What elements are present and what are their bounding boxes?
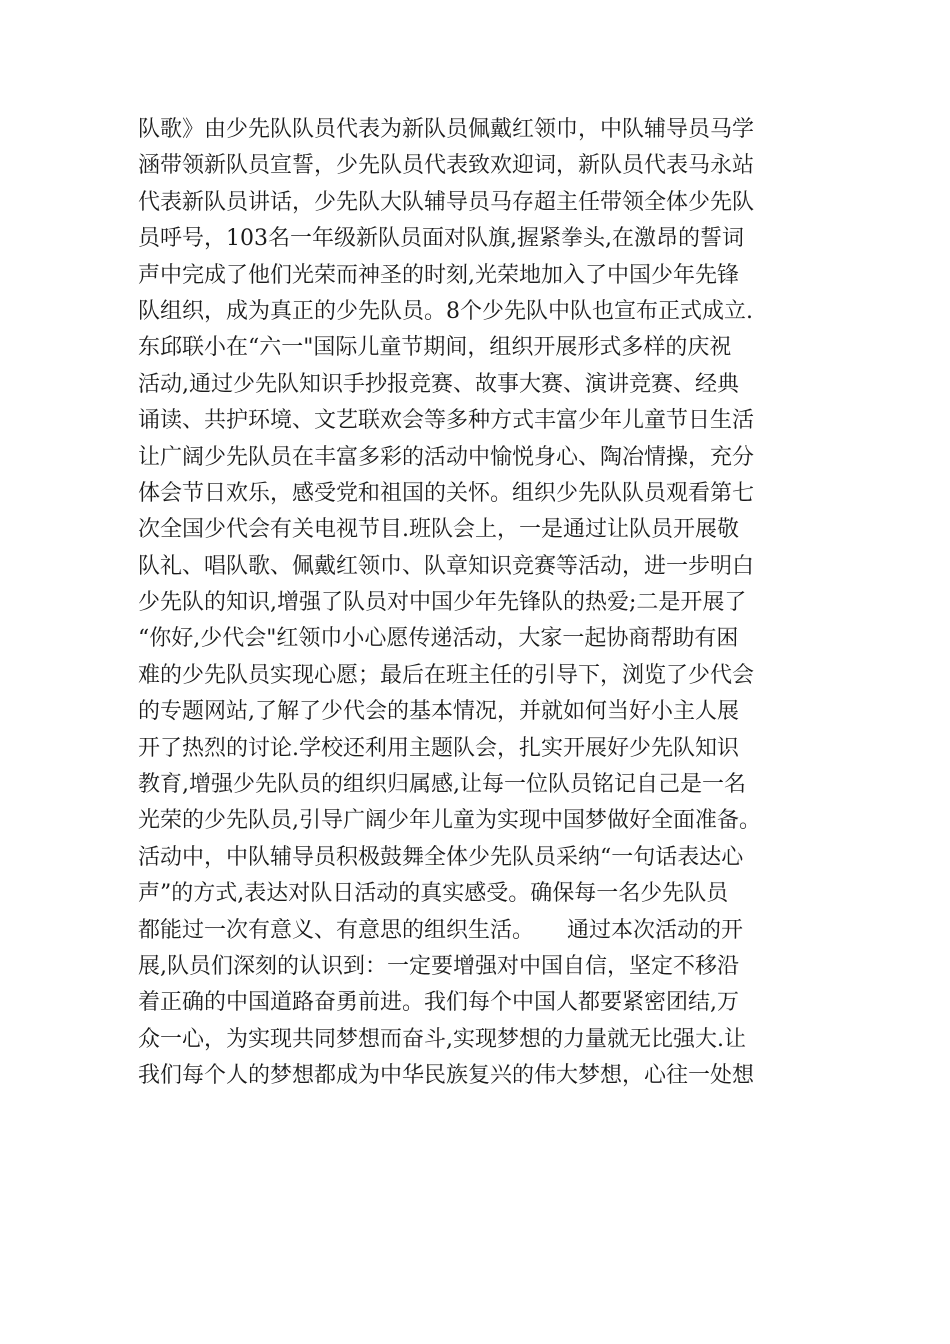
- text-line: 难的少先队员实现心愿；最后在班主任的引导下，浏览了少代会: [138, 662, 755, 688]
- text-line: 着正确的中国道路奋勇前进。我们每个中国人都要紧密团结,万: [138, 990, 739, 1016]
- text-line: 活动,通过少先队知识手抄报竞赛、故事大赛、演讲竞赛、经典: [138, 371, 739, 397]
- text-line: “你好,少代会"红领巾小心愿传递活动，大家一起协商帮助有困: [138, 626, 739, 652]
- text-line: 涵带领新队员宣誓，少先队员代表致欢迎词，新队员代表马永站: [138, 153, 755, 179]
- text-line: 次全国少代会有关电视节目.班队会上，一是通过让队员开展敬: [138, 517, 739, 543]
- text-line: 队歌》由少先队队员代表为新队员佩戴红领巾，中队辅导员马学: [138, 117, 755, 142]
- text-line: 教育,增强少先队员的组织归属感,让每一位队员铭记自己是一名: [138, 772, 746, 798]
- text-line: 少先队的知识,增强了队员对中国少年先锋队的热爱;二是开展了: [138, 590, 747, 616]
- text-line: 活动中，中队辅导员积极鼓舞全体少先队员采纳“一句话表达心: [138, 844, 744, 870]
- text-line: 展,队员们深刻的认识到：一定要增强对中国自信，坚定不移沿: [138, 953, 739, 979]
- text-line: 队组织，成为真正的少先队员。8个少先队中队也宣布正式成立.: [138, 298, 753, 324]
- text-line: 东邱联小在“六一"国际儿童节期间，组织开展形式多样的庆祝: [138, 335, 732, 361]
- text-line: 光荣的少先队员,引导广阔少年儿童为实现中国梦做好全面准备。: [138, 808, 761, 834]
- text-line: 队礼、唱队歌、佩戴红领巾、队章知识竞赛等活动，进一步明白: [138, 553, 755, 579]
- text-line: 员呼号，103名一年级新队员面对队旗,握紧拳头,在激昂的誓词: [138, 226, 744, 252]
- document-page: [138, 112, 828, 1095]
- text-line: 代表新队员讲话，少先队大队辅导员马存超主任带领全体少先队: [138, 189, 755, 215]
- text-line: 体会节日欢乐，感受党和祖国的关怀。组织少先队队员观看第七: [138, 480, 755, 506]
- text-line: 我们每个人的梦想都成为中华民族复兴的伟大梦想，心往一处想: [138, 1063, 755, 1089]
- text-line: 都能过一次有意义、有意思的组织生活。 通过本次活动的开: [138, 917, 744, 943]
- text-line: 声中完成了他们光荣而神圣的时刻,光荣地加入了中国少年先锋: [138, 262, 739, 288]
- text-line: 开了热烈的讨论.学校还利用主题队会，扎实开展好少先队知识: [138, 735, 739, 761]
- text-line: 声”的方式,表达对队日活动的真实感受。确保每一名少先队员: [138, 881, 729, 907]
- text-line: 的专题网站,了解了少代会的基本情况，并就如何当好小主人展: [138, 699, 739, 725]
- text-line: 让广阔少先队员在丰富多彩的活动中愉悦身心、陶冶情操，充分: [138, 444, 755, 470]
- text-line: 诵读、共护环境、文艺联欢会等多种方式丰富少年儿童节日生活: [138, 408, 755, 434]
- text-line: 众一心，为实现共同梦想而奋斗,实现梦想的力量就无比强大.让: [138, 1026, 746, 1052]
